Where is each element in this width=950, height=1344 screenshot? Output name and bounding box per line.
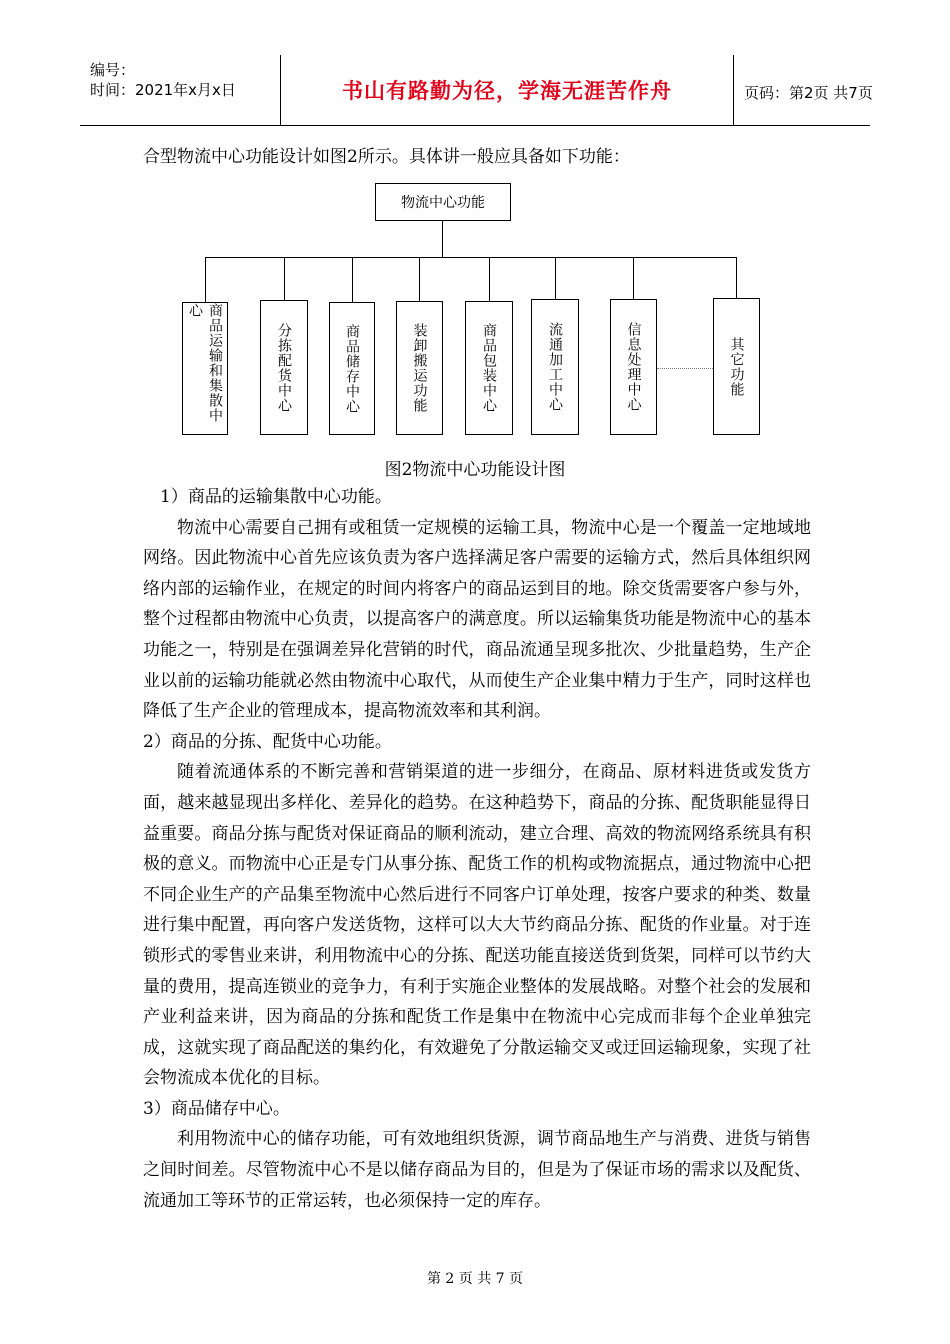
section-paragraph: 物流中心需要自己拥有或租赁一定规模的运输工具，物流中心是一个覆盖一定地域地网络。因此物流中心首先应该负责为客户选择满足客户需要的运输方式，然后具体组织网络内部的运输作业，在规定的时间内将客户的商品运到目的地。除交货需要客户参与外，整个过程都由物流中心负责，以提高客户的满意度。所以运输集货功能是物流中心的基本功能之一，特别是在强调差异化营销的时代，商品流通呈现多批次、少批量趋势，生产企业以前的运输功能就必然由物流中心取代，从而使生产企业集中精力于生产，同时这样也降低了生产企业的管理成本，提高物流效率和其利润。 — [143, 517, 811, 722]
section-paragraph: 随着流通体系的不断完善和营销渠道的进一步细分，在商品、原材料进货或发货方面，越来越显现出多样化、差异化的趋势。在这种趋势下，商品的分拣、配货职能显得日益重要。商品分拣与配货对保证商品的顺利流动，建立合理、高效的物流网络系统具有积极的意义。而物流中心正是专门从事分拣、配货工作的机构或物流据点，通过物流中心把不同企业生产的产品集至物流中心然后进行不同客户订单处理，按客户要求的种类、数量进行集中配置，再向客户发送货物，这样可以大大节约商品分拣、配货的作业量。对于连锁形式的零售业来讲，利用物流中心的分拣、配送功能直接送货到货架，同样可以节约大量的费用，提高连锁业的竞争力，有利于实施企业整体的发展战略。对整个社会的发展和产业利益来讲，因为商品的分拣和配货工作是集中在物流中心完成而非每个企业单独完成，这就实现了商品配送的集约化，有效避免了分散运输交叉或迂回运输现象，实现了社会物流成本优化的目标。 — [143, 762, 811, 1089]
diagram-child-label: 信息处理中心 — [625, 322, 642, 412]
document-number-label: 编号： — [90, 61, 136, 79]
diagram-root-connector — [442, 221, 443, 258]
intro-text: 合型物流中心功能设计如图2所示。具体讲一般应具备如下功能： — [143, 147, 630, 167]
diagram-child-box — [329, 302, 375, 435]
diagram-branch-line — [555, 257, 556, 299]
header-motto: 书山有路勤为径，学海无涯苦作舟 — [342, 79, 672, 103]
section-heading: 3）商品储存中心。 — [143, 1098, 290, 1119]
section-paragraph: 利用物流中心的储存功能，可有效地组织货源，调节商品地生产与消费、进货与销售之间时间差。尽管物流中心不是以储存商品为目的，但是为了保证市场的需求以及配货、流通加工等环节的正常运转，也必须保持一定的库存。 — [143, 1129, 811, 1211]
body-text — [143, 482, 811, 1216]
diagram-child-label: 商品储存中心 — [344, 323, 360, 414]
diagram-child-label: 商品包装中心 — [481, 323, 497, 413]
diagram-child-label: 流通加工中心 — [547, 322, 563, 412]
document-time-label: 时间：2021年x月x日 — [90, 81, 236, 99]
section-heading: 2）商品的分拣、配货中心功能。 — [143, 731, 392, 752]
page-footer: 第 2 页 共 7 页 — [426, 1271, 524, 1287]
diagram-child-label: 分拣配货中心 — [276, 322, 292, 413]
header-page-cell — [732, 55, 873, 125]
diagram-child-label: 其它功能 — [728, 336, 745, 397]
diagram-branch-line — [633, 257, 634, 299]
diagram-child-box — [465, 301, 513, 435]
diagram-child-box — [531, 299, 579, 435]
header-meta — [80, 55, 280, 125]
diagram-ellipsis-line — [657, 368, 713, 369]
diagram-branch-line — [352, 257, 353, 302]
diagram-child-box — [396, 301, 443, 435]
diagram-branch-line — [205, 257, 206, 302]
section-heading: 1）商品的运输集散中心功能。 — [160, 487, 392, 507]
diagram-root-label: 物流中心功能 — [401, 195, 485, 211]
intro-block — [143, 142, 811, 173]
diagram-branch-line — [489, 257, 490, 301]
diagram-root-box — [375, 183, 511, 221]
diagram-child-box — [713, 298, 760, 435]
diagram-child-box — [182, 302, 228, 435]
diagram-child-box — [610, 299, 657, 435]
diagram-branch-line — [736, 257, 737, 298]
header-page-info: 页码：第2页 共7页 — [744, 84, 873, 102]
page-header — [80, 55, 873, 126]
figure-caption: 图2物流中心功能设计图 — [384, 460, 566, 480]
diagram-child-label: 商品运输和集散中心 — [187, 303, 223, 423]
diagram-child-box — [260, 300, 308, 435]
diagram-branch-line — [419, 257, 420, 301]
diagram-branch-line — [284, 257, 285, 300]
header-motto-cell — [280, 55, 734, 125]
diagram-child-label: 装卸搬运功能 — [411, 323, 428, 413]
